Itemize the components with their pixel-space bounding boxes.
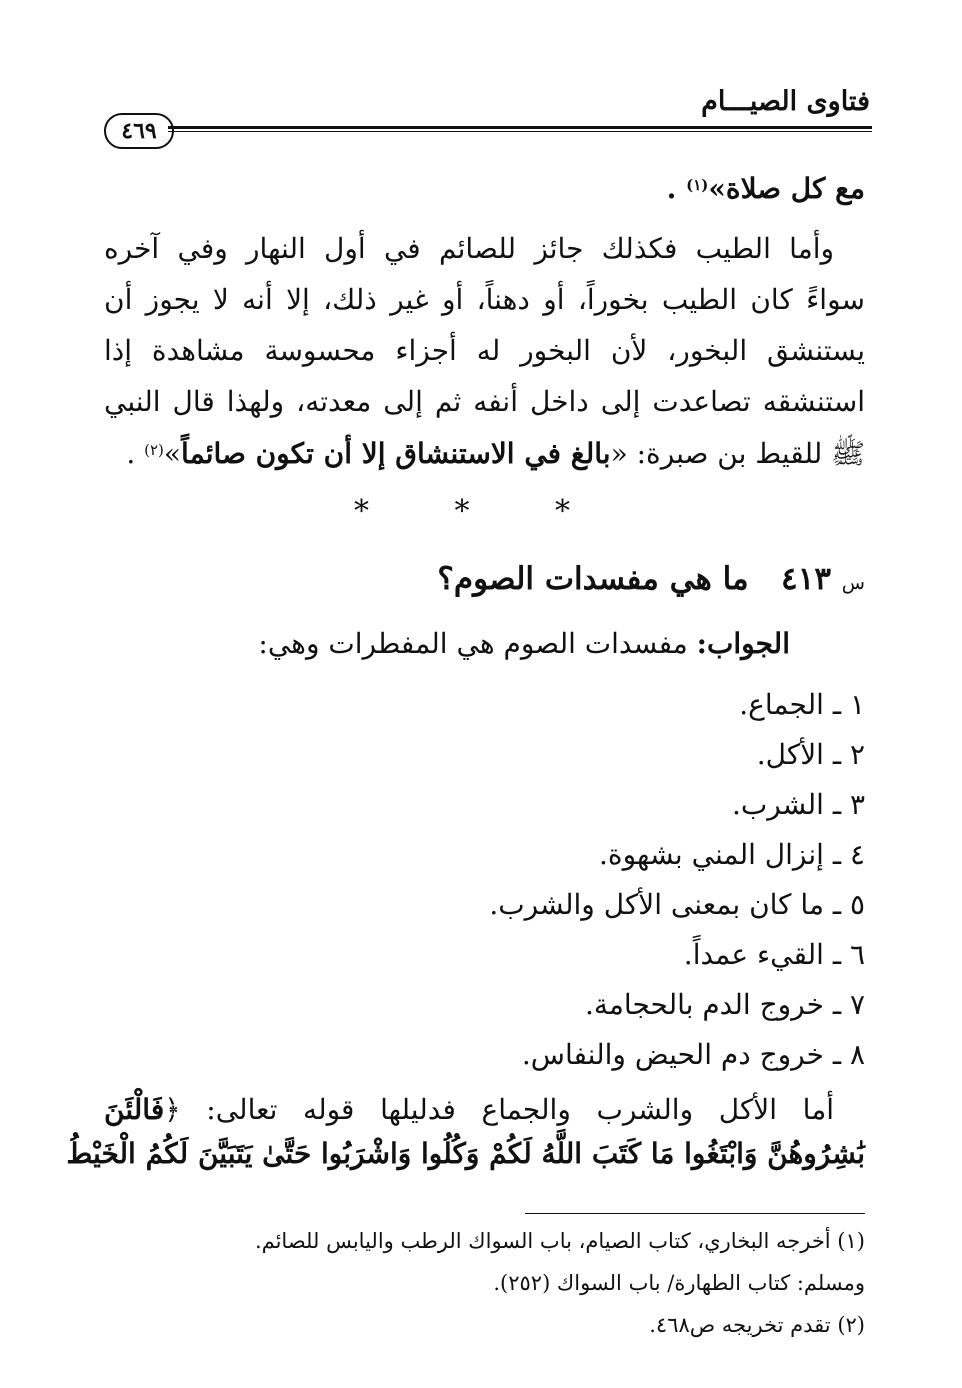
list-item: ٢ ـ الأكل. bbox=[756, 738, 865, 771]
text-line-1-content: مع كل صلاة» bbox=[708, 172, 865, 205]
question-number: ٤١٣ bbox=[781, 561, 831, 597]
question-label: س bbox=[841, 572, 865, 594]
answer-text: مفسدات الصوم هي المفطرات وهي: bbox=[258, 627, 697, 660]
list-item: ٦ ـ القيء عمداً. bbox=[683, 938, 865, 971]
footnote-1: (١) أخرجه البخاري، كتاب الصيام، باب السواك الرطب واليابس للصائم. bbox=[254, 1229, 865, 1253]
hadith-quote: بالغ في الاستنشاق إلا أن تكون صائماً bbox=[181, 437, 611, 470]
footnote-2: (٢) تقدم تخريجه ص٤٦٨. bbox=[649, 1313, 865, 1337]
text-line-2: وأما الطيب فكذلك جائز للصائم في أول النهار وفي آخره bbox=[104, 232, 834, 265]
header-rule-thin bbox=[168, 131, 872, 132]
page-number: ٤٦٩ bbox=[104, 113, 174, 149]
text-line-6 bbox=[104, 428, 865, 480]
question-heading bbox=[437, 561, 865, 597]
question-text: ما هي مفسدات الصوم؟ bbox=[437, 561, 749, 597]
list-item: ٤ ـ إنزال المني بشهوة. bbox=[599, 838, 865, 871]
list-item: ٣ ـ الشرب. bbox=[731, 788, 865, 821]
answer-intro bbox=[258, 627, 790, 660]
evidence-intro: أما الأكل والشرب والجماع فدليلها قوله تعالى: ﴿ bbox=[164, 1093, 834, 1126]
text-line-1 bbox=[104, 163, 865, 215]
text-line-4: يستنشق البخور، لأن البخور له أجزاء محسوسة مشاهدة إذا bbox=[104, 334, 865, 367]
header-rule bbox=[168, 126, 872, 129]
list-item: ٧ ـ خروج الدم بالحجامة. bbox=[585, 988, 865, 1021]
text-line-3: سواءً كان الطيب بخوراً، أو دهناً، أو غير ذلك، إلا أنه لا يجوز أن bbox=[104, 283, 865, 316]
footnote-ref-1: (١) bbox=[686, 176, 709, 194]
list-item: ٥ ـ ما كان بمعنى الأكل والشرب. bbox=[489, 888, 865, 921]
footnote-1-continued: ومسلم: كتاب الطهارة/ باب السواك (٢٥٢). bbox=[493, 1271, 865, 1295]
footnote-ref-2: (٢) bbox=[144, 441, 164, 459]
list-item: ١ ـ الجماع. bbox=[739, 688, 865, 721]
text-line-6-close: » bbox=[163, 437, 182, 470]
quran-verse-line: بَٰشِرُوهُنَّ وَابْتَغُوا مَا كَتَبَ اللَّهُ لَكُمْ وَكُلُوا وَاشْرَبُوا حَتَّىٰ يَتَبَيَّنَ لَكُمُ الْخَيْطُ bbox=[66, 1137, 865, 1170]
answer-label: الجواب: bbox=[696, 627, 790, 660]
list-item: ٨ ـ خروج دم الحيض والنفاس. bbox=[521, 1038, 865, 1071]
evidence-line-1 bbox=[104, 1084, 834, 1136]
text-line-1-end: . bbox=[666, 172, 687, 205]
footnote-separator bbox=[525, 1213, 865, 1214]
quran-verse-start: فَالْئَنَ bbox=[104, 1093, 165, 1126]
text-line-5: استنشقه تصاعدت إلى داخل أنفه ثم إلى معدته، ولهذا قال النبي bbox=[104, 385, 865, 418]
section-separator: * * * bbox=[353, 494, 609, 529]
running-header-title: فتاوى الصيـــام bbox=[701, 86, 870, 117]
text-line-6-pre: ﷺ للقيط بن صبرة: « bbox=[610, 437, 865, 470]
text-line-6-end: . bbox=[126, 437, 145, 470]
